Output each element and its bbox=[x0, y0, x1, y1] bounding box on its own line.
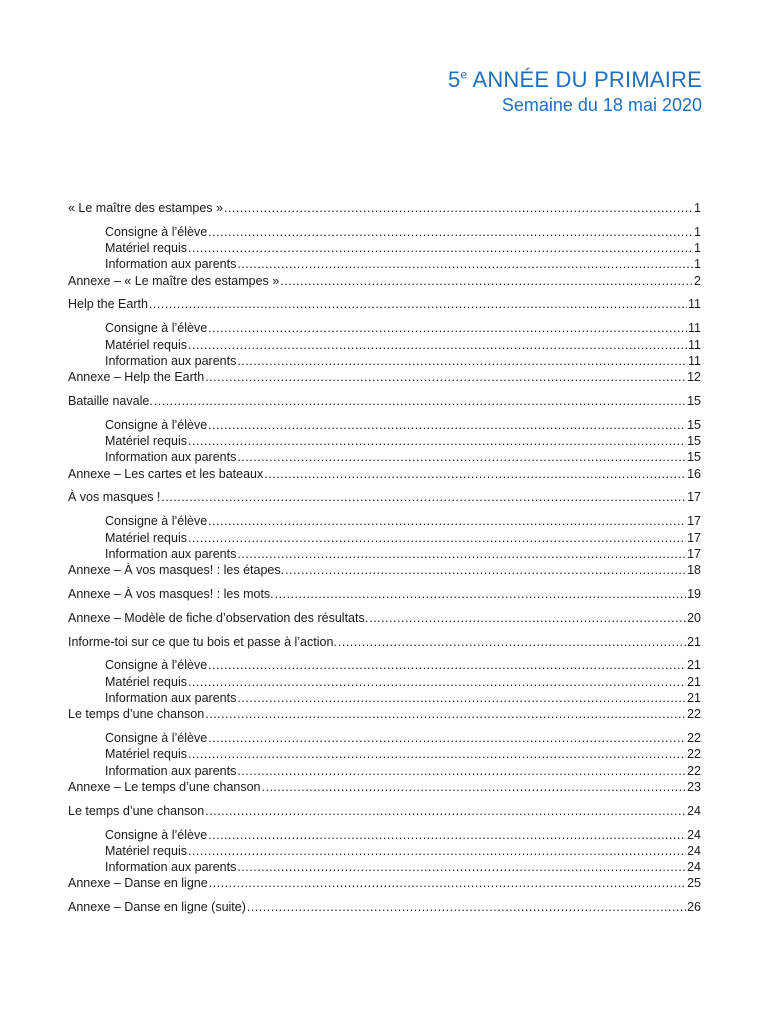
toc-page-number: 11 bbox=[688, 353, 701, 368]
toc-page-number: 24 bbox=[687, 827, 701, 842]
toc-entry-title: Matériel requis bbox=[105, 337, 187, 352]
toc-subentry[interactable] bbox=[68, 240, 701, 256]
toc-entry-title: Matériel requis bbox=[105, 674, 187, 689]
document-title bbox=[448, 66, 702, 94]
toc-page-number: 17 bbox=[687, 546, 701, 561]
toc-dot-leader bbox=[188, 530, 686, 546]
toc-entry-title: Annexe – Les cartes et les bateaux bbox=[68, 466, 264, 481]
toc-dot-leader bbox=[209, 875, 686, 891]
toc-entry-title: Matériel requis bbox=[105, 530, 187, 545]
toc-entry[interactable] bbox=[68, 899, 701, 915]
toc-page-number: 21 bbox=[687, 634, 701, 649]
toc-entry-title: Information aux parents bbox=[105, 546, 237, 561]
toc-entry-title: Information aux parents bbox=[105, 860, 237, 875]
toc-page-number: 20 bbox=[687, 610, 701, 625]
toc-dot-leader bbox=[154, 393, 686, 409]
title-text: ANNÉE DU PRIMAIRE bbox=[467, 67, 702, 92]
toc-entry[interactable] bbox=[68, 562, 701, 578]
toc-dot-leader bbox=[208, 513, 686, 529]
toc-entry[interactable] bbox=[68, 466, 701, 482]
toc-page-number: 21 bbox=[687, 690, 701, 705]
toc-entry[interactable] bbox=[68, 779, 701, 795]
toc-subentry[interactable] bbox=[68, 337, 701, 353]
toc-subentry[interactable] bbox=[68, 843, 701, 859]
toc-subentry[interactable] bbox=[68, 690, 701, 706]
toc-page-number: 1 bbox=[694, 257, 701, 272]
toc-entry[interactable] bbox=[68, 393, 701, 409]
toc-dot-leader bbox=[369, 610, 686, 626]
toc-entry-title: Annexe – Danse en ligne bbox=[68, 876, 208, 891]
toc-page-number: 17 bbox=[687, 514, 701, 529]
toc-subentry[interactable] bbox=[68, 449, 701, 465]
toc-entry[interactable] bbox=[68, 489, 701, 505]
toc-page-number: 17 bbox=[687, 490, 701, 505]
title-grade-number: 5 bbox=[448, 67, 461, 92]
toc-page-number: 22 bbox=[687, 747, 701, 762]
toc-dot-leader bbox=[149, 296, 687, 312]
document-subtitle: Semaine du 18 mai 2020 bbox=[501, 95, 702, 115]
toc-page-number: 1 bbox=[694, 201, 701, 215]
toc-page-number: 23 bbox=[687, 779, 701, 794]
toc-subentry[interactable] bbox=[68, 674, 701, 690]
toc-dot-leader bbox=[208, 657, 686, 673]
toc-subentry[interactable] bbox=[68, 827, 701, 843]
toc-entry-title: Matériel requis bbox=[105, 434, 187, 449]
toc-page-number: 22 bbox=[687, 707, 701, 722]
toc-subentry[interactable] bbox=[68, 763, 701, 779]
toc-entry-title: Consigne à l’élève bbox=[105, 827, 208, 842]
toc-dot-leader bbox=[208, 320, 687, 336]
toc-entry-title: Consigne à l’élève bbox=[105, 224, 208, 239]
toc-dot-leader bbox=[188, 843, 686, 859]
toc-entry[interactable] bbox=[68, 296, 701, 312]
toc-page-number: 1 bbox=[694, 224, 701, 239]
toc-dot-leader bbox=[275, 586, 686, 602]
toc-entry[interactable] bbox=[68, 634, 701, 650]
toc-page-number: 21 bbox=[687, 658, 701, 673]
toc-page-number: 15 bbox=[687, 393, 701, 408]
toc-dot-leader bbox=[188, 433, 686, 449]
toc-page-number: 22 bbox=[687, 731, 701, 746]
toc-page-number: 17 bbox=[687, 530, 701, 545]
toc-dot-leader bbox=[208, 827, 686, 843]
toc-entry-title: Matériel requis bbox=[105, 843, 187, 858]
toc-subentry[interactable] bbox=[68, 530, 701, 546]
toc-dot-leader bbox=[161, 489, 686, 505]
toc-entry-title: Consigne à l’élève bbox=[105, 658, 208, 673]
toc-page-number: 16 bbox=[687, 466, 701, 481]
toc-entry[interactable] bbox=[68, 369, 701, 385]
toc-dot-leader bbox=[205, 706, 686, 722]
toc-subentry[interactable] bbox=[68, 224, 701, 240]
toc-entry-title: Matériel requis bbox=[105, 747, 187, 762]
toc-entry-title: Annexe – À vos masques! : les mots. bbox=[68, 586, 274, 601]
toc-dot-leader bbox=[237, 546, 686, 562]
toc-entry-title: Annexe – Help the Earth bbox=[68, 370, 205, 385]
toc-entry-title: Information aux parents bbox=[105, 763, 237, 778]
toc-dot-leader bbox=[188, 337, 687, 353]
toc-entry[interactable] bbox=[68, 706, 701, 722]
toc-dot-leader bbox=[237, 449, 686, 465]
toc-dot-leader bbox=[188, 674, 686, 690]
toc-dot-leader bbox=[237, 763, 686, 779]
toc-entry-title: Help the Earth bbox=[68, 297, 148, 312]
toc-dot-leader bbox=[237, 256, 693, 272]
toc-entry-title: Bataille navale. bbox=[68, 393, 153, 408]
toc-dot-leader bbox=[264, 466, 686, 482]
toc-dot-leader bbox=[224, 200, 693, 216]
toc-page-number: 21 bbox=[687, 674, 701, 689]
toc-dot-leader bbox=[285, 562, 686, 578]
toc-dot-leader bbox=[205, 369, 686, 385]
toc-page-number: 19 bbox=[687, 586, 701, 601]
document-header bbox=[448, 66, 702, 116]
title-superscript: e bbox=[460, 67, 468, 82]
toc-dot-leader bbox=[205, 803, 686, 819]
toc-entry-title: Annexe – « Le maître des estampes » bbox=[68, 273, 280, 288]
toc-entry[interactable] bbox=[68, 200, 701, 216]
toc-page-number: 22 bbox=[687, 763, 701, 778]
toc-dot-leader bbox=[208, 730, 686, 746]
toc-dot-leader bbox=[188, 240, 693, 256]
toc-subentry[interactable] bbox=[68, 657, 701, 673]
toc-dot-leader bbox=[247, 899, 686, 915]
toc-entry-title: Le temps d’une chanson bbox=[68, 803, 205, 818]
toc-page-number: 11 bbox=[688, 297, 701, 312]
toc-entry[interactable] bbox=[68, 875, 701, 891]
toc-entry-title: Information aux parents bbox=[105, 450, 237, 465]
toc-page-number: 26 bbox=[687, 900, 701, 915]
toc-page-number: 12 bbox=[687, 370, 701, 385]
toc-subentry[interactable] bbox=[68, 433, 701, 449]
toc-page-number: 24 bbox=[687, 860, 701, 875]
toc-entry-title: Annexe – À vos masques! : les étapes. bbox=[68, 563, 285, 578]
toc-entry[interactable] bbox=[68, 610, 701, 626]
toc-entry-title: Information aux parents bbox=[105, 257, 237, 272]
toc-page-number: 24 bbox=[687, 843, 701, 858]
toc-entry-title: Consigne à l’élève bbox=[105, 514, 208, 529]
toc-subentry[interactable] bbox=[68, 353, 701, 369]
toc-page-number: 15 bbox=[687, 417, 701, 432]
toc-subentry[interactable] bbox=[68, 320, 701, 336]
toc-entry-title: Information aux parents bbox=[105, 690, 237, 705]
toc-entry-title: Matériel requis bbox=[105, 241, 187, 256]
toc-page-number: 11 bbox=[688, 321, 701, 336]
toc-page-number: 25 bbox=[687, 876, 701, 891]
toc-entry-title: Annexe – Modèle de fiche d’observation des résultats. bbox=[68, 610, 369, 625]
toc-dot-leader bbox=[237, 353, 687, 369]
toc-dot-leader bbox=[280, 273, 693, 289]
toc-entry-title: « Le maître des estampes » bbox=[68, 201, 223, 215]
toc-entry[interactable] bbox=[68, 273, 701, 289]
toc-entry-title: Le temps d’une chanson bbox=[68, 707, 205, 722]
toc-entry-title: Consigne à l’élève bbox=[105, 417, 208, 432]
toc-subentry[interactable] bbox=[68, 546, 701, 562]
toc-dot-leader bbox=[237, 690, 686, 706]
toc-dot-leader bbox=[237, 859, 686, 875]
table-of-contents bbox=[68, 200, 701, 915]
toc-entry-title: À vos masques ! bbox=[68, 490, 161, 505]
toc-page-number: 15 bbox=[687, 434, 701, 449]
toc-dot-leader bbox=[208, 224, 693, 240]
toc-entry-title: Consigne à l’élève bbox=[105, 321, 208, 336]
toc-entry[interactable] bbox=[68, 586, 701, 602]
toc-page-number: 24 bbox=[687, 803, 701, 818]
toc-entry-title: Annexe – Le temps d’une chanson bbox=[68, 779, 261, 794]
toc-dot-leader bbox=[338, 634, 686, 650]
toc-subentry[interactable] bbox=[68, 417, 701, 433]
toc-subentry[interactable] bbox=[68, 730, 701, 746]
toc-page-number: 1 bbox=[694, 241, 701, 256]
toc-subentry[interactable] bbox=[68, 859, 701, 875]
toc-dot-leader bbox=[262, 779, 687, 795]
toc-subentry[interactable] bbox=[68, 256, 701, 272]
toc-page-number: 11 bbox=[688, 337, 701, 352]
toc-entry-title: Annexe – Danse en ligne (suite) bbox=[68, 900, 246, 915]
toc-entry-title: Consigne à l’élève bbox=[105, 731, 208, 746]
toc-page-number: 2 bbox=[694, 273, 701, 288]
toc-page-number: 15 bbox=[687, 450, 701, 465]
toc-entry[interactable] bbox=[68, 803, 701, 819]
toc-dot-leader bbox=[208, 417, 686, 433]
toc-entry-title: Informe-toi sur ce que tu bois et passe à l’action. bbox=[68, 634, 337, 649]
toc-dot-leader bbox=[188, 746, 686, 762]
toc-page-number: 18 bbox=[687, 563, 701, 578]
toc-subentry[interactable] bbox=[68, 513, 701, 529]
toc-subentry[interactable] bbox=[68, 746, 701, 762]
toc-entry-title: Information aux parents bbox=[105, 353, 237, 368]
